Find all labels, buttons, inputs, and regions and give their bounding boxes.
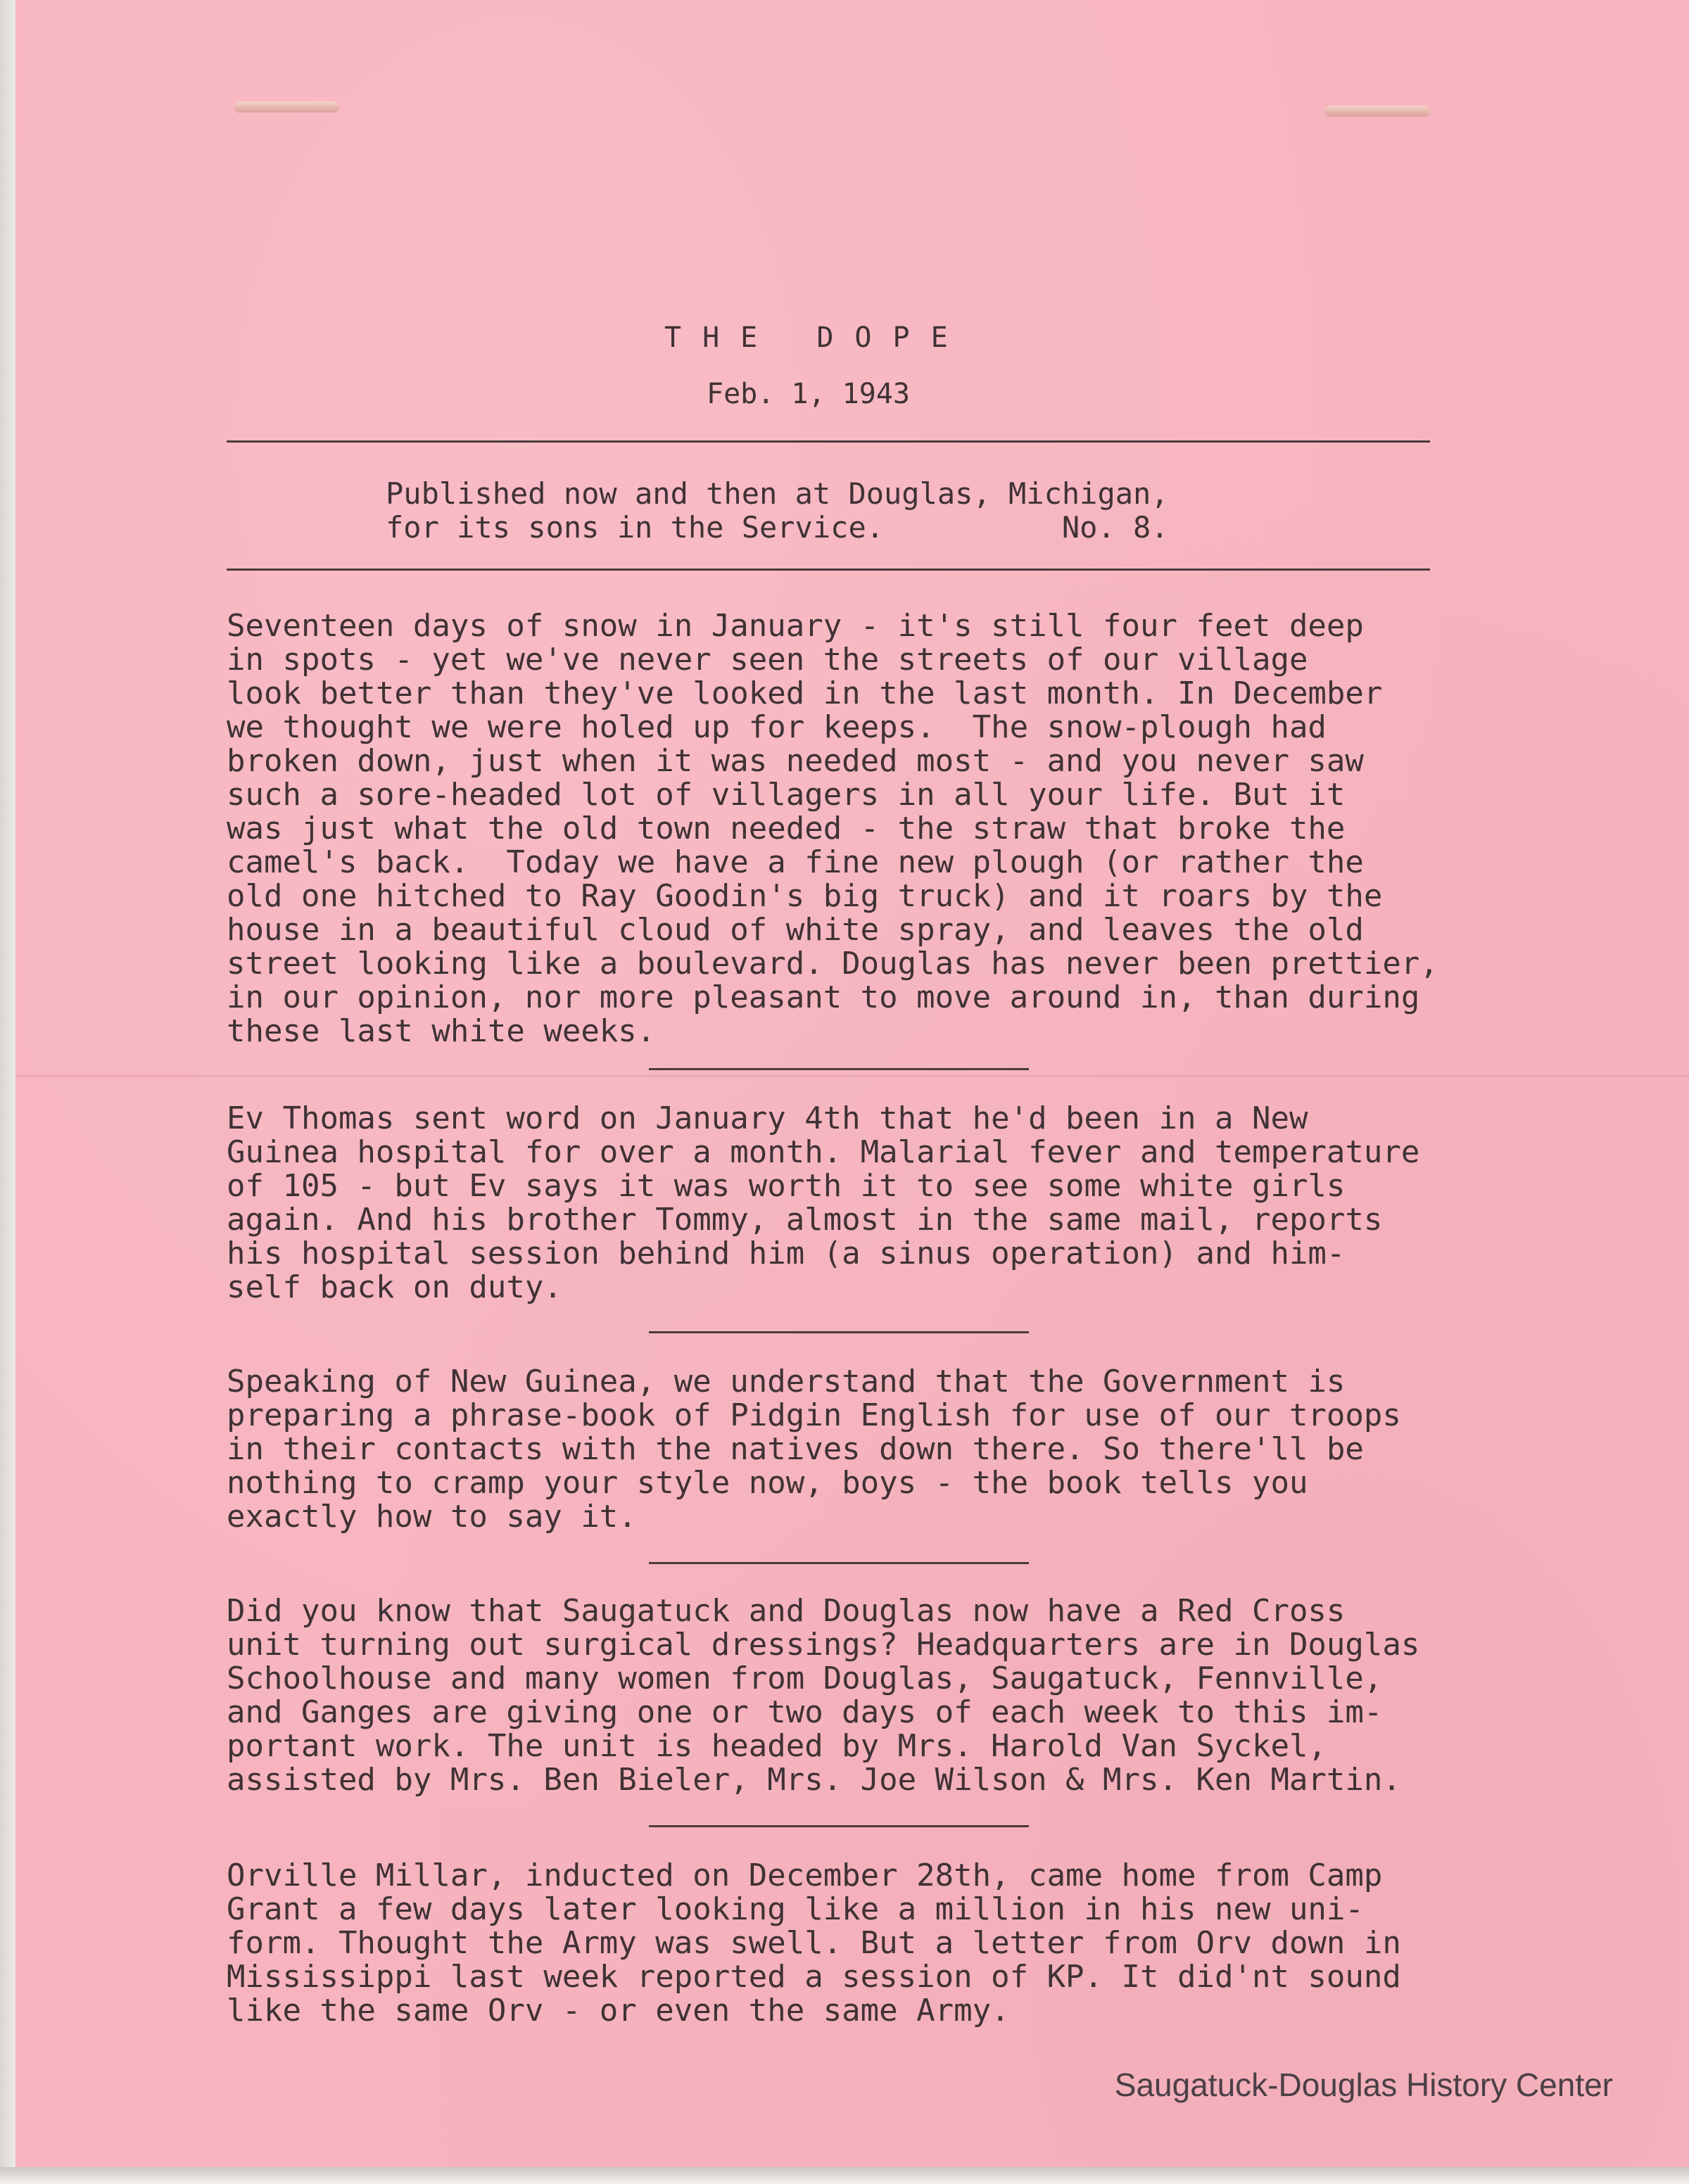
newsletter-date: Feb. 1, 1943 bbox=[707, 378, 910, 410]
section-divider bbox=[649, 1331, 1029, 1333]
paper-fold-line bbox=[15, 1075, 1689, 1077]
newsletter-title: THE DOPE bbox=[664, 322, 969, 354]
section-divider bbox=[649, 1562, 1029, 1564]
paragraph-red-cross: Did you know that Saugatuck and Douglas now have a Red Cross unit turning out surgical dressings? Headquarters are in Douglas Schoolhouse and many women from Douglas, Saugatuck, Fennville, and Ganges are giving one or two days of each week to this im- portant work. The unit is headed by Mrs. Harold Van Syckel, assisted by Mrs. Ben Bieler, Mrs. Joe Wilson & Mrs. Ken Martin. bbox=[227, 1593, 1420, 1798]
section-divider bbox=[649, 1068, 1029, 1070]
publication-line: Published now and then at Douglas, Michigan, for its sons in the Service. No. 8. bbox=[386, 476, 1169, 545]
paragraph-orville-millar: Orville Millar, inducted on December 28th, came home from Camp Grant a few days later looking like a million in his new uni- form. Thought the Army was swell. But a letter from Orv down in Mississippi last week reported a session of KP. It did'nt sound like the same Orv - or even the same Army. bbox=[227, 1858, 1401, 2029]
paragraph-ev-thomas: Ev Thomas sent word on January 4th that he'd been in a New Guinea hospital for over a month. Malarial fever and temperature of 105 - but Ev says it was worth it to see some white girls again. And his brother Tommy, almost in the same mail, reports his hospital session behind him (a sinus operation) and him- self back on duty. bbox=[227, 1100, 1420, 1305]
paragraph-snow: Seventeen days of snow in January - it's still four feet deep in spots - yet we've never seen the streets of our village look better than they've looked in the last month. In December we thought we were holed up for keeps. The snow-plough had broken down, just when it was needed most - and you never saw such a sore-headed lot of villagers in all your life. But it was just what the old town needed - the straw that broke the camel's back. Today we have a fine new plough (or rather the old one hitched to Ray Goodin's big truck) and it roars by the house in a beautiful cloud of white spray, and leaves the old street looking like a boulevard. Douglas has never been prettier, in our opinion, nor more pleasant to move around in, than during these last white weeks. bbox=[227, 608, 1438, 1049]
header-rule-bottom bbox=[227, 569, 1430, 571]
staple-hole-left bbox=[234, 101, 339, 113]
scan-left-edge bbox=[0, 0, 15, 2184]
paragraph-pidgin-english: Speaking of New Guinea, we understand that the Government is preparing a phrase-book of Pidgin English for use of our troops in their contacts with the natives down there. So there'll be nothing to cramp your style now, boys - the book tells you exactly how to say it. bbox=[227, 1364, 1401, 1535]
section-divider bbox=[649, 1825, 1029, 1827]
history-center-watermark: Saugatuck-Douglas History Center bbox=[1114, 2066, 1613, 2103]
scan-bottom-edge bbox=[0, 2167, 1689, 2184]
header-rule-top bbox=[227, 440, 1430, 443]
staple-hole-right bbox=[1324, 106, 1430, 117]
